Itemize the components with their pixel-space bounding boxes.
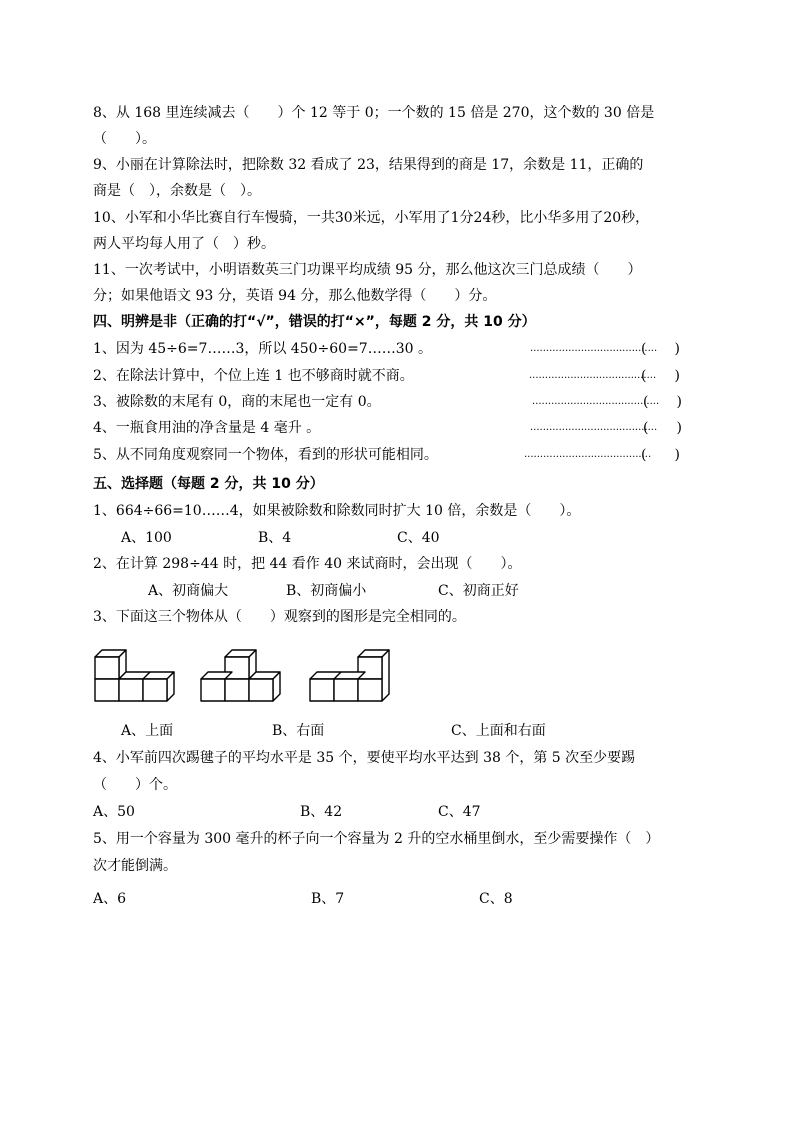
s5-q1-option-a[interactable]: A、100 [121,530,172,546]
block-figure-1 [93,645,183,705]
s5-q3-text: 3、下面这三个物体从（ ）观察到的图形是完全相同的。 [93,609,466,625]
s5-q4-line2: （ ）个。 [93,777,177,793]
s4-item-4-dots: ........................................ [530,422,658,433]
section4-heading: 四、明辨是非（正确的打“√”，错误的打“×”，每题 2 分，共 10 分） [93,314,536,330]
s5-q3-option-c[interactable]: C、上面和右面 [451,723,546,739]
s4-item-3-dots: ........................................ [532,396,660,407]
q10-line1: 10、小军和小华比赛自行车慢骑，一共30米远，小军用了1分24秒，比小华多用了20秒， [93,210,650,226]
s5-q5-line1: 5、用一个容量为 300 毫升的杯子向一个容量为 2 升的空水桶里倒水，至少需要操作（ ） [93,831,660,847]
s5-q5-line2: 次才能倒满。 [93,858,177,874]
s5-q4-option-a[interactable]: A、50 [93,804,135,820]
s4-item-2-answer[interactable]: ( ) [641,368,680,384]
s5-q5-option-a[interactable]: A、6 [93,891,127,907]
s5-q5-option-b[interactable]: B、7 [311,891,345,907]
s4-item-2-dots: ........................................ [529,370,657,381]
q10-line2: 两人平均每人用了（ ）秒。 [93,236,275,252]
q11-line1: 11、一次考试中，小明语数英三门功课平均成绩 95 分，那么他这次三门总成绩（ ） [93,262,642,278]
s5-q3-option-b[interactable]: B、右面 [272,723,325,739]
q8-line1: 8、从 168 里连续减去（ ）个 12 等于 0；一个数的 15 倍是 270，这个数的 30 倍是 [93,105,655,121]
block-figure-3 [308,645,398,705]
s5-q2-option-c[interactable]: C、初商正好 [438,583,519,599]
q9-line1: 9、小丽在计算除法时，把除数 32 看成了 23，结果得到的商是 17，余数是 11，正确的 [93,157,644,173]
s4-item-4: 4、一瓶食用油的净含量是 4 毫升 。 [93,420,321,436]
s4-item-1: 1、因为 45÷6=7……3，所以 450÷60=7……30 。 [93,341,432,357]
s5-q4-option-b[interactable]: B、42 [300,804,343,820]
s4-item-2: 2、在除法计算中，个位上连 1 也不够商时就不商。 [93,368,414,384]
q11-line2: 分；如果他语文 93 分，英语 94 分，那么他数学得（ ）分。 [93,288,497,304]
s5-q2-option-b[interactable]: B、初商偏小 [286,583,367,599]
s5-q1-option-b[interactable]: B、4 [258,530,292,546]
section5-heading: 五、选择题（每题 2 分，共 10 分） [93,476,324,492]
s4-item-5: 5、从不同角度观察同一个物体，看到的形状可能相同。 [93,447,438,463]
s4-item-3: 3、被除数的末尾有 0，商的末尾也一定有 0。 [93,394,381,410]
s5-q4-line1: 4、小军前四次踢毽子的平均水平是 35 个，要使平均水平达到 38 个，第 5 次至少要踢 [93,750,636,766]
s5-q1-option-c[interactable]: C、40 [397,530,440,546]
s4-item-5-dots: ........................................ [524,449,652,460]
s4-item-3-answer[interactable]: ( ) [643,394,682,410]
s4-item-1-answer[interactable]: ( ) [641,341,680,357]
s4-item-4-answer[interactable]: ( ) [643,420,682,436]
q9-line2: 商是（ ），余数是（ ）。 [93,183,261,199]
s5-q5-option-c[interactable]: C、8 [479,891,513,907]
s5-q2-option-a[interactable]: A、初商偏大 [148,583,229,599]
s5-q1-text: 1、664÷66=10……4，如果被除数和除数同时扩大 10 倍，余数是（ ）。 [93,503,581,519]
s5-q2-text: 2、在计算 298÷44 时，把 44 看作 40 来试商时，会出现（ ）。 [93,556,522,572]
s5-q3-option-a[interactable]: A、上面 [121,723,174,739]
s4-item-1-dots: ........................................ [530,343,658,354]
s5-q4-option-c[interactable]: C、47 [438,804,481,820]
s4-item-5-answer[interactable]: ( ) [641,447,680,463]
block-figure-2 [199,645,289,705]
q8-line2: （ ）。 [93,131,156,147]
